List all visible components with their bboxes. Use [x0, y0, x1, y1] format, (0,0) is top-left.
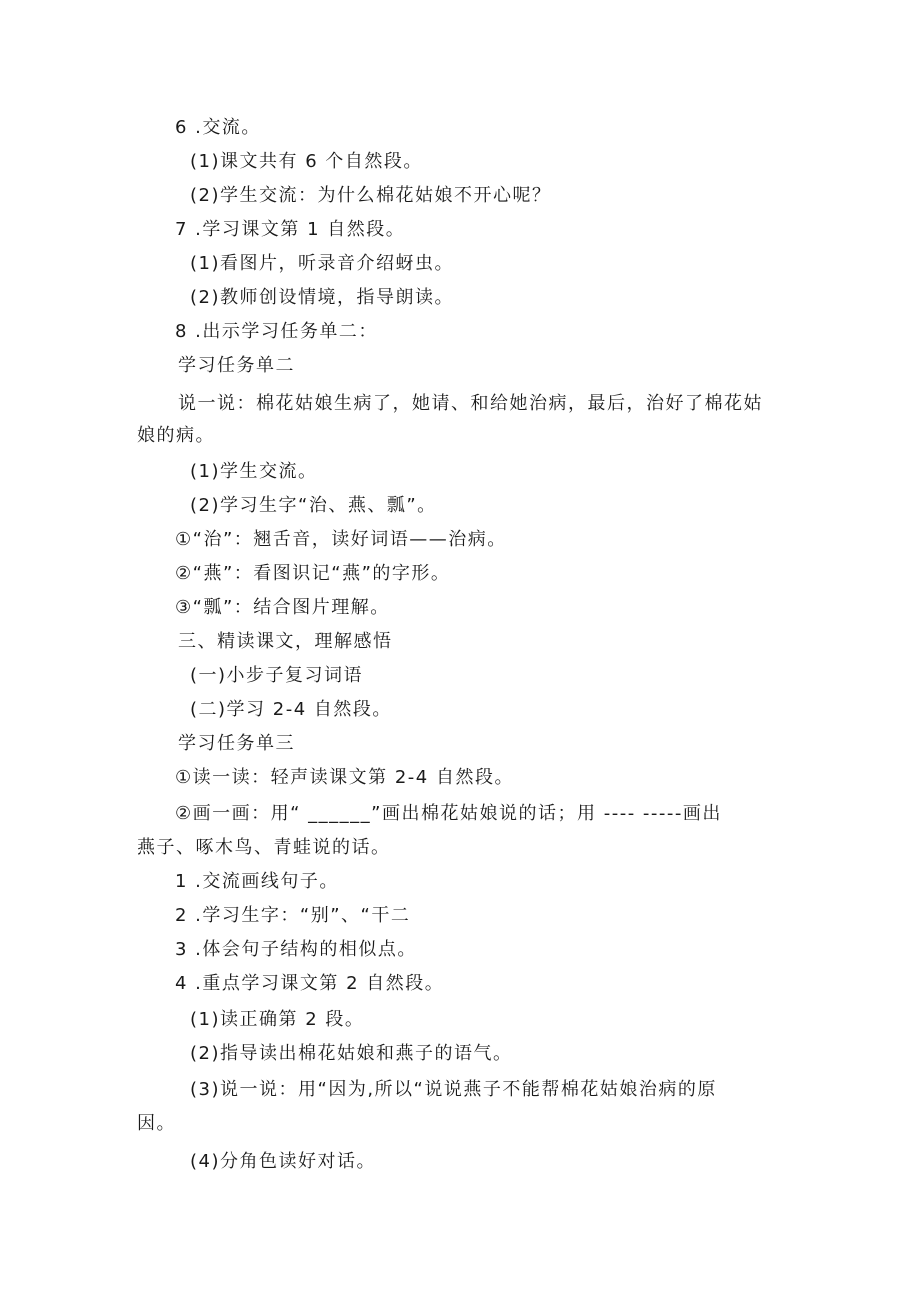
circled-item: ①“治”：翘舌音，读好词语——治病。 — [175, 529, 507, 550]
item-6-heading: 6 .交流。 — [175, 117, 261, 138]
sub-item: (1)读正确第 2 段。 — [190, 1009, 365, 1030]
circled-item: ②“燕”：看图识记“燕”的字形。 — [175, 563, 451, 584]
numbered-item: 1 .交流画线句子。 — [175, 871, 339, 892]
sub-item: (4)分角色读好对话。 — [190, 1151, 376, 1172]
numbered-item: 4 .重点学习课文第 2 自然段。 — [175, 973, 445, 994]
item-7-heading: 7 .学习课文第 1 自然段。 — [175, 219, 406, 240]
sub-item: (2)教师创设情境，指导朗读。 — [190, 287, 454, 308]
paragraph-line: 燕子、啄木鸟、青蛙说的话。 — [137, 837, 391, 858]
circled-item: ②画一画：用“ ______”画出棉花姑娘说的话；用 ---- -----画出 — [175, 803, 722, 824]
item-8-heading: 8 .出示学习任务单二： — [175, 321, 378, 342]
section-heading: 三、精读课文，理解感悟 — [178, 631, 393, 652]
paragraph-line: 说一说：棉花姑娘生病了，她请、和给她治病，最后，治好了棉花姑 — [178, 393, 763, 414]
sub-item: (一)小步子复习词语 — [190, 665, 364, 686]
numbered-item: 3 .体会句子结构的相似点。 — [175, 939, 417, 960]
task-sheet-title: 学习任务单二 — [178, 355, 295, 376]
sub-item: (1)学生交流。 — [190, 461, 318, 482]
paragraph-line: 因。 — [137, 1113, 176, 1134]
sub-item: (2)学习生字“治、燕、瓢”。 — [190, 495, 437, 516]
task-sheet-title: 学习任务单三 — [178, 733, 295, 754]
sub-item: (2)指导读出棉花姑娘和燕子的语气。 — [190, 1043, 513, 1064]
sub-item: (1)看图片，听录音介绍蚜虫。 — [190, 253, 454, 274]
sub-item: (2)学生交流：为什么棉花姑娘不开心呢？ — [190, 185, 552, 206]
paragraph-line: 娘的病。 — [137, 425, 215, 446]
numbered-item: 2 .学习生字：“别”、“干二 — [175, 905, 411, 926]
sub-item: (3)说一说：用“因为,所以“说说燕子不能帮棉花姑娘治病的原 — [190, 1079, 717, 1100]
sub-item: (二)学习 2-4 自然段。 — [190, 699, 392, 720]
circled-item: ③“瓢”：结合图片理解。 — [175, 597, 390, 618]
circled-item: ①读一读：轻声读课文第 2-4 自然段。 — [175, 767, 514, 788]
sub-item: (1)课文共有 6 个自然段。 — [190, 151, 423, 172]
